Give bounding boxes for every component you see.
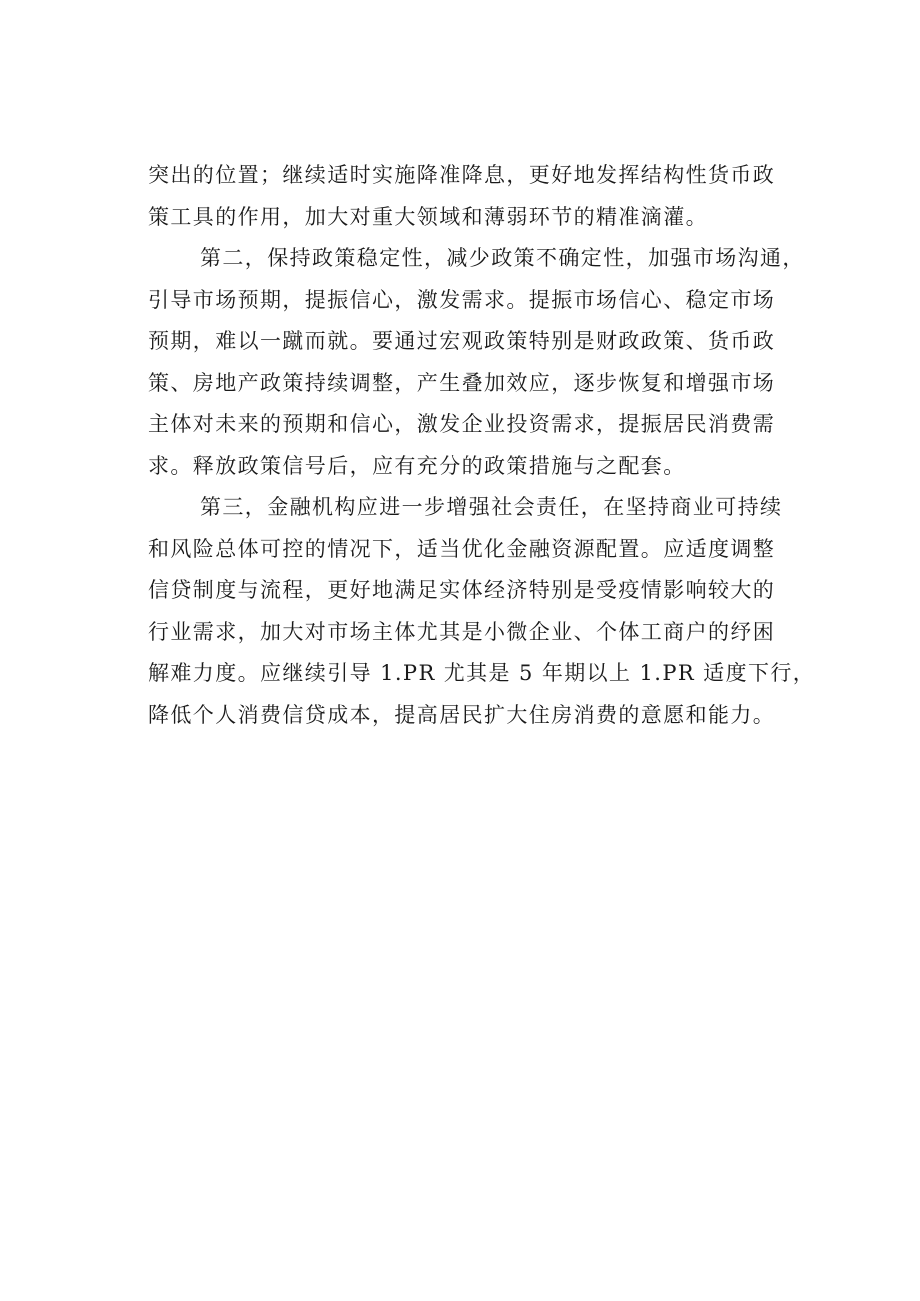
paragraph-2-line-3: 预期，难以一蹴而就。要通过宏观政策特别是财政政策、货币政 <box>148 329 776 353</box>
paragraph-2-line-1: 第二，保持政策稳定性，减少政策不确定性，加强市场沟通， <box>200 246 805 270</box>
paragraph-1-line-2: 策工具的作用，加大对重大领域和薄弱环节的精准滴灌。 <box>148 204 708 229</box>
paragraph-1-line-1: 突出的位置；继续适时实施降准降息，更好地发挥结构性货币政 <box>148 163 776 187</box>
paragraph-2-line-4: 策、房地产政策持续调整，产生叠加效应，逐步恢复和增强市场 <box>148 370 776 395</box>
paragraph-3-line-5: 解难力度。应继续引导 1.PR 尤其是 5 年期以上 1.PR 适度下行， <box>148 661 816 685</box>
document-body <box>148 155 816 736</box>
paragraph-2-line-5: 主体对未来的预期和信心，激发企业投资需求，提振居民消费需 <box>148 412 776 436</box>
paragraph-3-line-3: 信贷制度与流程，更好地满足实体经济特别是受疫情影响较大的 <box>148 578 776 602</box>
paragraph-3-line-1: 第三，金融机构应进一步增强社会责任，在坚持商业可持续 <box>200 495 783 519</box>
paragraph-2-line-2: 引导市场预期，提振信心，激发需求。提振市场信心、稳定市场 <box>148 287 776 312</box>
paragraph-3-line-6: 降低个人消费信贷成本，提高居民扩大住房消费的意愿和能力。 <box>148 702 776 727</box>
paragraph-3-line-4: 行业需求，加大对市场主体尤其是小微企业、个体工商户的纾困 <box>148 619 776 644</box>
paragraph-3-line-2: 和风险总体可控的情况下，适当优化金融资源配置。应适度调整 <box>148 536 776 561</box>
paragraph-2-line-6: 求。释放政策信号后，应有充分的政策措施与之配套。 <box>148 453 686 478</box>
